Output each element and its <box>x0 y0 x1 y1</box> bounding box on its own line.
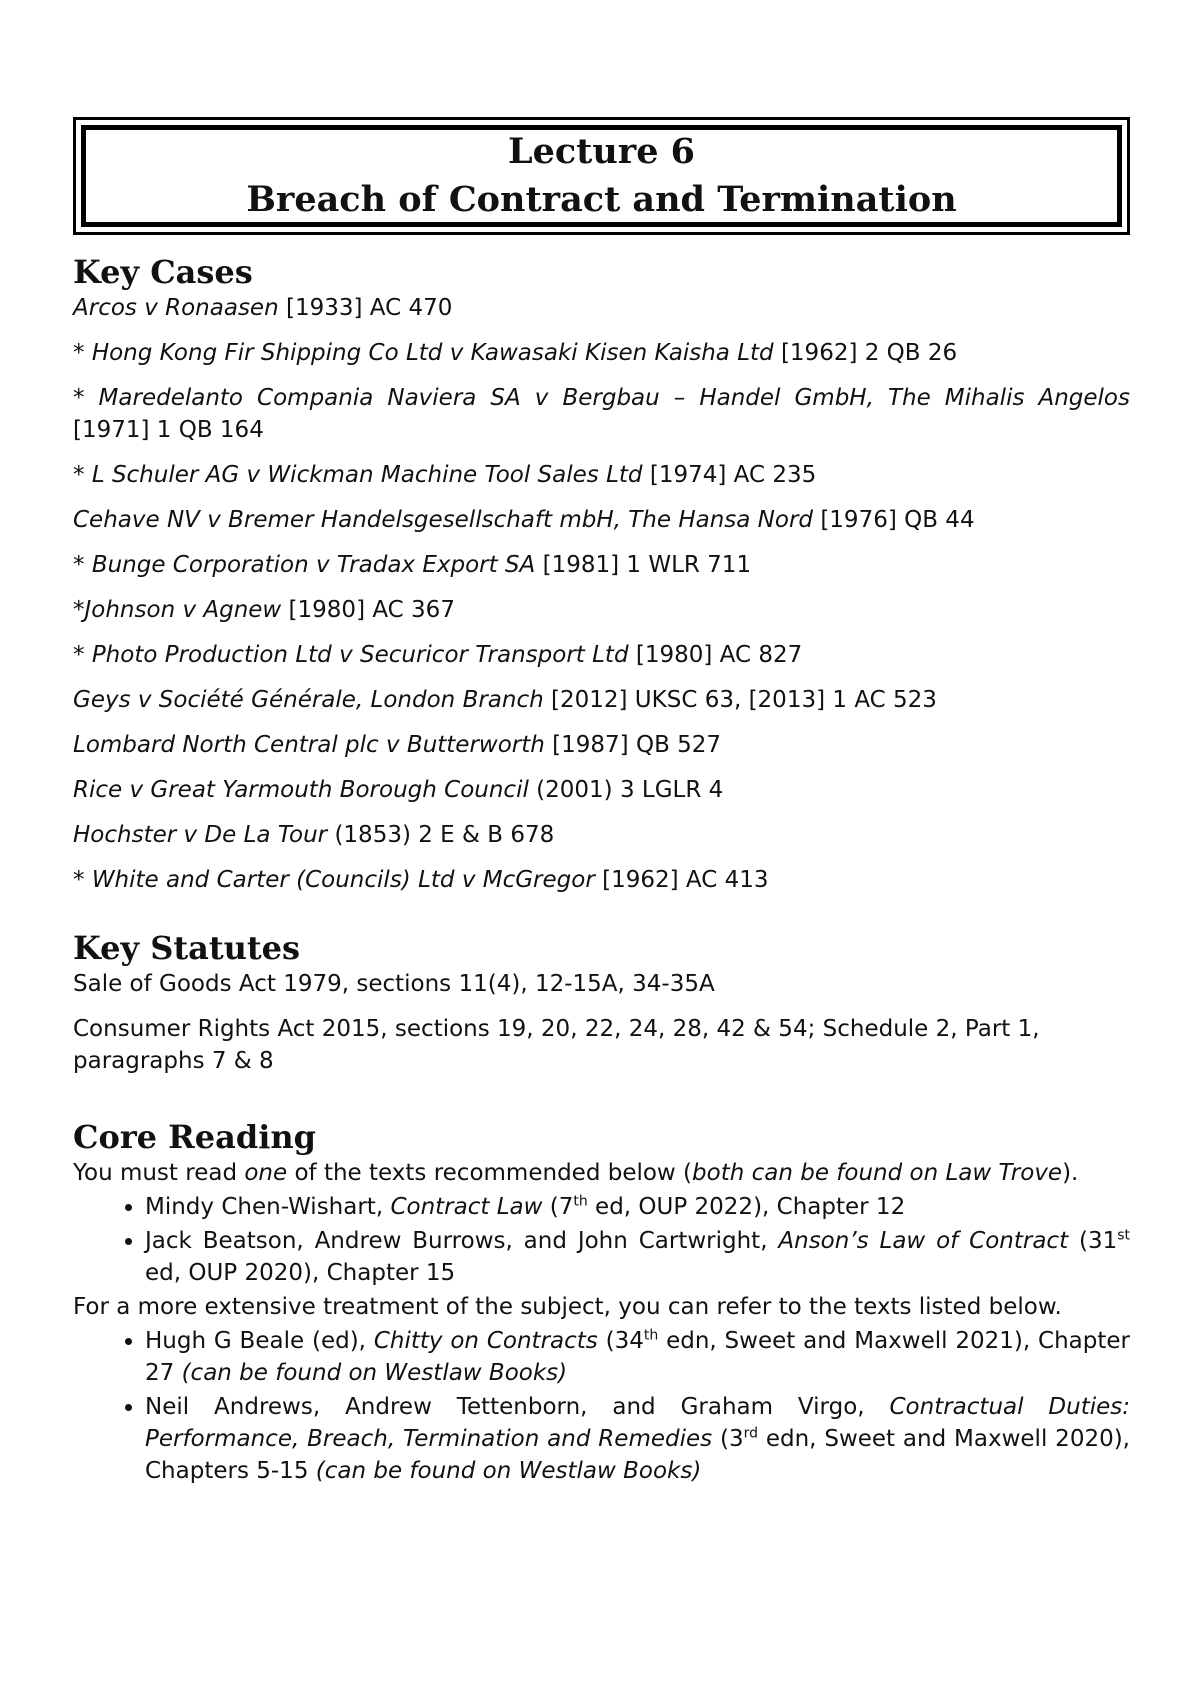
core-texts-list <box>73 1191 1130 1289</box>
core-reading-heading: Core Reading <box>73 1118 317 1156</box>
case-citation: [1981] 1 WLR 711 <box>535 552 752 578</box>
case-item <box>73 729 1130 761</box>
lecture-title: Breach of Contract and Termination <box>246 179 957 220</box>
case-citation: [1980] AC 367 <box>281 597 455 623</box>
statute-item: Consumer Rights Act 2015, sections 19, 20, 22, 24, 28, 42 & 54; Schedule 2, Part 1, paragraphs 7 & 8 <box>73 1016 1040 1074</box>
key-cases-list <box>73 292 1130 896</box>
case-citation: [1962] 2 QB 26 <box>773 340 958 366</box>
reading-item: • Mindy Chen-Wishart, Contract Law (7th ed, OUP 2022), Chapter 12 <box>145 1191 1130 1223</box>
case-citation: [1962] AC 413 <box>594 867 769 893</box>
title-frame <box>81 125 1122 227</box>
case-citation: [1987] QB 527 <box>544 732 722 758</box>
reading-item: • Jack Beatson, Andrew Burrows, and John Cartwright, Anson’s Law of Contract (31st ed, OUP 2020), Chapter 15 <box>145 1225 1130 1289</box>
book-title: Chitty on Contracts <box>373 1328 598 1354</box>
case-name: Johnson v Agnew <box>84 597 282 623</box>
book-title: Contractual Duties: Performance, Breach, Termination and Remedies <box>145 1394 1130 1452</box>
title-box <box>73 117 1130 235</box>
case-item: * White and Carter (Councils) Ltd v McGregor [1962] AC 413 <box>73 867 769 893</box>
access-note: (can be found on Westlaw Books) <box>181 1360 568 1386</box>
case-item <box>73 819 1130 851</box>
case-item: * Maredelanto Compania Naviera SA v Bergbau – Handel GmbH, The Mihalis Angelos [1971] 1 QB 164 <box>73 385 1130 443</box>
case-name: Arcos v Ronaasen <box>73 295 279 321</box>
case-citation: (1853) 2 E & B 678 <box>327 822 555 848</box>
case-item: * Photo Production Ltd v Securicor Transport Ltd [1980] AC 827 <box>73 642 803 668</box>
case-citation: [2012] UKSC 63, [2013] 1 AC 523 <box>543 687 937 713</box>
case-name: Photo Production Ltd v Securicor Transport Ltd <box>91 642 629 668</box>
case-item <box>73 684 1130 716</box>
case-item: * Bunge Corporation v Tradax Export SA [1981] 1 WLR 711 <box>73 552 752 578</box>
book-title: Anson’s Law of Contract <box>778 1228 1069 1254</box>
case-item <box>73 774 1130 806</box>
case-name: Cehave NV v Bremer Handelsgesellschaft mbH, The Hansa Nord <box>73 507 814 533</box>
case-item <box>73 292 1130 324</box>
case-name: Rice v Great Yarmouth Borough Council <box>73 777 529 803</box>
lecture-number: Lecture 6 <box>507 131 696 172</box>
case-name: White and Carter (Councils) Ltd v McGregor <box>91 867 595 893</box>
case-citation: (2001) 3 LGLR 4 <box>528 777 724 803</box>
case-name: Bunge Corporation v Tradax Export SA <box>91 552 536 578</box>
case-citation: [1971] 1 QB 164 <box>73 417 264 443</box>
further-texts-list <box>73 1325 1130 1487</box>
reading-item: • Hugh G Beale (ed), Chitty on Contracts (34th edn, Sweet and Maxwell 2021), Chapter 27 (can be found on Westlaw Books) <box>145 1325 1130 1389</box>
case-item: *Johnson v Agnew [1980] AC 367 <box>73 597 455 623</box>
book-title: Contract Law <box>390 1194 543 1220</box>
case-citation: [1980] AC 827 <box>628 642 803 668</box>
case-citation: [1976] QB 44 <box>813 507 975 533</box>
access-note: (can be found on Westlaw Books) <box>315 1458 702 1484</box>
case-name: Geys v Société Générale, London Branch <box>73 687 544 713</box>
case-item <box>73 504 1130 536</box>
key-cases-heading: Key Cases <box>73 253 253 291</box>
case-name: L Schuler AG v Wickman Machine Tool Sales Ltd <box>91 462 643 488</box>
case-citation: [1933] AC 470 <box>278 295 453 321</box>
statute-item: Sale of Goods Act 1979, sections 11(4), 12-15A, 34-35A <box>73 971 715 997</box>
case-item: * Hong Kong Fir Shipping Co Ltd v Kawasaki Kisen Kaisha Ltd [1962] 2 QB 26 <box>73 340 958 366</box>
case-citation: [1974] AC 235 <box>642 462 817 488</box>
case-name: Lombard North Central plc v Butterworth <box>73 732 545 758</box>
reading-item: • Neil Andrews, Andrew Tettenborn, and Graham Virgo, Contractual Duties: Performance, Breach, Termination and Remedies (3rd edn, Sweet and Maxwell 2020), Chapters 5-15 (can be found on Westlaw Books) <box>145 1391 1130 1487</box>
case-name: Hong Kong Fir Shipping Co Ltd v Kawasaki Kisen Kaisha Ltd <box>91 340 774 366</box>
key-statutes-heading: Key Statutes <box>73 929 301 967</box>
core-reading-intro: You must read one of the texts recommended below (both can be found on Law Trove). <box>73 1160 1079 1186</box>
case-name: Maredelanto Compania Naviera SA v Bergbau – Handel GmbH, The Mihalis Angelos <box>98 385 1130 411</box>
content <box>73 252 1130 1489</box>
case-name: Hochster v De La Tour <box>73 822 328 848</box>
further-reading-intro: For a more extensive treatment of the subject, you can refer to the texts listed below. <box>73 1294 1062 1320</box>
case-item: * L Schuler AG v Wickman Machine Tool Sales Ltd [1974] AC 235 <box>73 462 817 488</box>
